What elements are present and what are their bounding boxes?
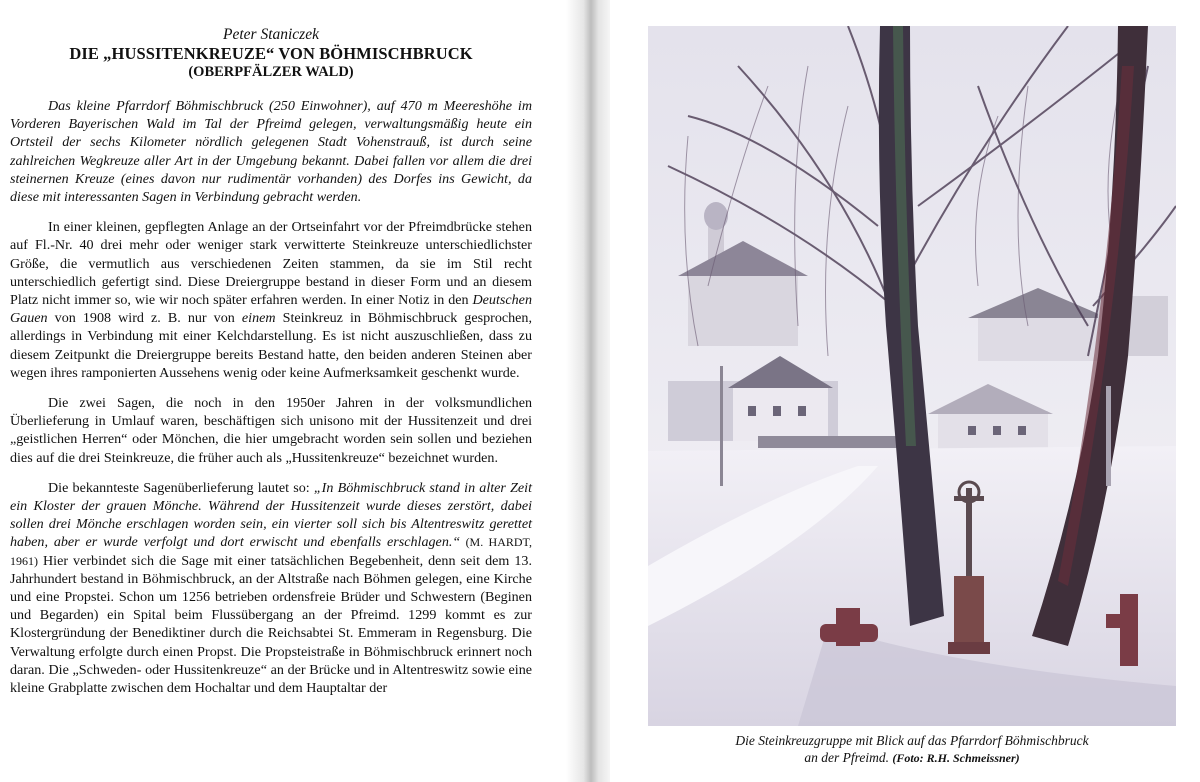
paragraph-3-part-b: Hier verbindet sich die Sage mit einer tatsächlichen Begebenheit, denn seit dem 13. Jahrhundert bestand in Böhmischbruck, an der Altstraße nach Böhmen gelegen, eine Kirche und eine Propstei. Schon um 1256 betrieben ordensfreie Brüder und Schwestern (Beginen und Begarden) ein Spital beim Flussübergang an der Pfreimd. 1299 kommt es zur Klostergründung der Benediktiner durch die Reichsabtei St. Emmeram in Regensburg. Die Verwaltung erfolgte durch einen Propst. Die Propsteistraße in Böhmischbruck erinnert noch daran. Die „Schweden- oder Hussitenkreuze“ an der Brücke und in Altentreswitz sowie eine kleine Grabplatte zwischen dem Hochaltar und dem Hauptaltar der [10, 552, 532, 697]
paragraph-1-part-b: von 1908 wird z. B. nur von [47, 310, 242, 327]
article-text [10, 26, 532, 709]
article-title: DIE „HUSSITENKREUZE“ VON BÖHMISCHBRUCK [69, 44, 473, 63]
photo-caption [648, 733, 1176, 766]
caption-line-2: an der Pfreimd. [804, 749, 889, 765]
intro-paragraph: Das kleine Pfarrdorf Böhmischbruck (250 Einwohner), auf 470 m Meereshöhe im Vorderen Bayerischen Wald im Tal der Pfreimd gelegen, verwaltungsmäßig heute ein Ortsteil der sechs Kilometer nördlich gelegenen Stadt Vohenstrauß, ist durch seine zahlreichen Wegkreuze aller Art in der Umgebung bekannt. Dabei fallen vor allem die drei steinernen Kreuze (eines davon nur rudimentär vorhanden) des Dorfes ins Gewicht, da diese mit interessanten Sagen in Verbindung gebracht werden. [10, 98, 532, 206]
caption-line-2-row [648, 750, 1176, 767]
paragraph-1-part-c: Steinkreuz in Böhmischbruck gesprochen, allerdings in Verbindung mit einer Kelchdarstellung. Es ist nicht auszuschließen, dass zu diesem Zeitpunkt die Dreiergruppe bereits Bestand hatte, den beiden anderen Steinen aber wegen ihres ramponierten Aussehens wenig oder keine Aufmerksamkeit geschenkt wurde. [10, 310, 533, 381]
paragraph-1-part-a: In einer kleinen, gepflegten Anlage an der Ortseinfahrt vor der Pfreimdbrücke stehen auf Fl.-Nr. 40 drei mehr oder weniger stark verwitterte Steinkreuze unterschiedlichster Größe, die vermutlich aus verschiedenen Zeiten stammen, da sie im Stil recht unterschiedlich gefertigt sind. Diese Dreiergruppe bestand in dieser Form und an diesem Platz nicht immer so, wie wir noch später erfahren werden. In einer Notiz in den [10, 219, 532, 309]
book-gutter [566, 0, 616, 782]
paragraph-2: Die zwei Sagen, die noch in den 1950er Jahren in der volksmundlichen Überlieferung in Umlauf waren, beschäftigen sich unisono mit der Hussitenzeit und drei „geistlichen Herren“ oder Mönchen, die hier umgebracht worden sein sollen und beziehen dies auf die drei Steinkreuze, die früher auch als „Hussitenkreuze“ bezeichnet wurden. [10, 395, 532, 466]
paragraph-1-emphasis-1: Deutschen Gauen [10, 292, 532, 327]
paragraph-1 [10, 218, 532, 382]
left-page [0, 0, 580, 782]
right-page [610, 0, 1200, 782]
paragraph-1-emphasis-2: einem [241, 310, 276, 327]
paragraph-3 [10, 479, 532, 697]
caption-line-1: Die Steinkreuzgruppe mit Blick auf das Pfarrdorf Böhmischbruck [735, 733, 1089, 748]
photo-illustration [648, 26, 1176, 726]
paragraph-3-part-a: Die bekannteste Sagenüberlieferung lautet so: [48, 479, 314, 496]
bridge-railing [758, 436, 918, 448]
photo-stone-crosses [648, 26, 1176, 726]
legend-quote: „In Böhmischbruck stand in alter Zeit ein Kloster der grauen Mönche. Während der Hussitenzeit wurde dieses zerstört, dabei sollen drei Mönche erschlagen worden sein, ein vierter soll sich bis Altentreswitz gerettet haben, aber er wurde verfolgt und dort erwischt und ebenfalls erschlagen.“ [10, 479, 532, 551]
photo-credit: (Foto: R.H. Schmeissner) [892, 750, 1020, 765]
author-name: Peter Staniczek [223, 26, 319, 43]
citation: (M. HARDT, 1961) [10, 535, 532, 568]
article-subtitle: (OBERPFÄLZER WALD) [188, 64, 354, 80]
